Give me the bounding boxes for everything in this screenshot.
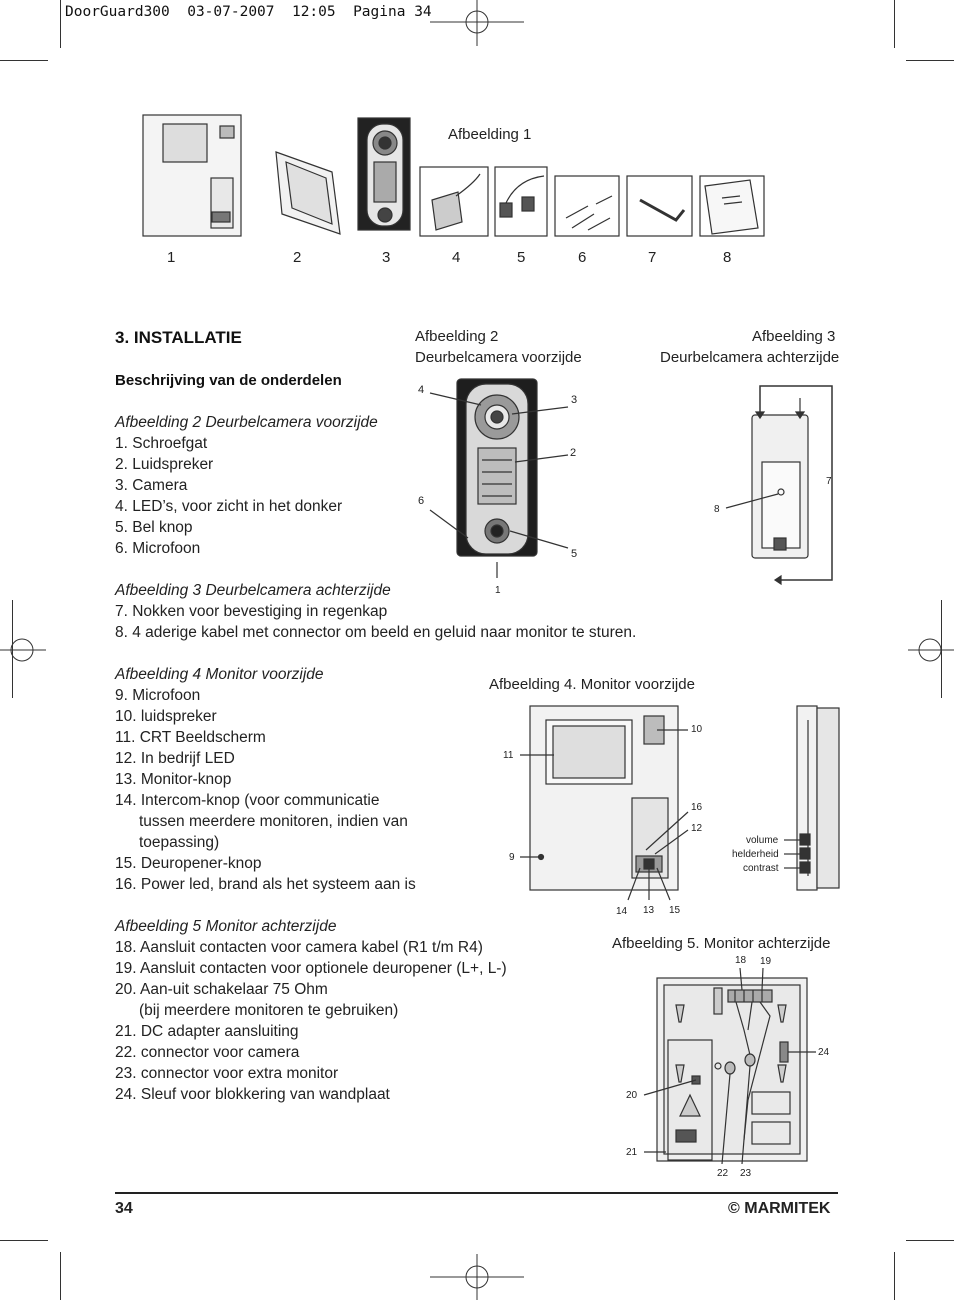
list-item: 19. Aansluit contacten voor optionele deuropener (L+, L-) [115, 960, 507, 977]
figure1-number: 5 [517, 249, 526, 266]
list-item: 21. DC adapter aansluiting [115, 1023, 299, 1040]
footer-divider [115, 1192, 838, 1194]
figure1-number: 1 [167, 249, 176, 266]
figure4-callout: 14 [616, 906, 628, 917]
list-item: 2. Luidspreker [115, 456, 214, 473]
figure1-number: 7 [648, 249, 657, 266]
figure4-side-label-volume: volume [746, 835, 779, 846]
figure2-callout: 4 [418, 384, 425, 396]
figure4-callout: 10 [691, 724, 703, 735]
figure5-title: Afbeelding 5. Monitor achterzijde [612, 935, 831, 952]
list-item: 23. connector voor extra monitor [115, 1065, 339, 1082]
figure4-title: Afbeelding 4. Monitor voorzijde [489, 676, 695, 693]
list-item: 13. Monitor-knop [115, 771, 232, 788]
print-header: DoorGuard300 03-07-2007 12:05 Pagina 34 [65, 4, 432, 20]
figure4-callout: 11 [503, 750, 514, 761]
figure2-title: Afbeelding 2 [415, 328, 499, 345]
figure2-subtitle: Deurbelcamera voorzijde [415, 349, 582, 366]
list-item: 11. CRT Beeldscherm [115, 729, 266, 746]
list-item: 15. Deuropener-knop [115, 855, 262, 872]
page-number: 34 [115, 1200, 133, 1217]
list-item: 4. LED’s, voor zicht in het donker [115, 498, 343, 515]
list-item: 9. Microfoon [115, 687, 201, 704]
list-item: 14. Intercom-knop (voor communicatie [115, 792, 380, 809]
figure3-callout: 7 [826, 476, 832, 487]
list-item: 22. connector voor camera [115, 1044, 300, 1061]
list-item: 20. Aan-uit schakelaar 75 Ohm [115, 981, 328, 998]
list-item: 6. Microfoon [115, 540, 201, 557]
section-title: 3. INSTALLATIE [115, 328, 242, 347]
figure3-callout: 8 [714, 504, 720, 515]
figure2-callout: 1 [495, 585, 501, 596]
figure5-callout: 21 [626, 1147, 638, 1158]
figure3-title: Afbeelding 3 [752, 328, 836, 345]
figure4-callout: 12 [691, 823, 703, 834]
list-item: 8. 4 aderige kabel met connector om beeld en geluid naar monitor te sturen. [115, 624, 637, 641]
figure5-callout: 24 [818, 1047, 830, 1058]
list-heading-figure2: Afbeelding 2 Deurbelcamera voorzijde [115, 414, 378, 431]
figure2-callout: 6 [418, 495, 425, 507]
list-item: 18. Aansluit contacten voor camera kabel (R1 t/m R4) [115, 939, 483, 956]
figure1-number: 2 [293, 249, 302, 266]
figure3-subtitle: Deurbelcamera achterzijde [660, 349, 840, 366]
brand-footer: © MARMITEK [728, 1200, 831, 1217]
list-item: 1. Schroefgat [115, 435, 208, 452]
figure5-callout: 23 [740, 1168, 752, 1179]
figure5-callout: 20 [626, 1090, 638, 1101]
figure2-callout: 2 [570, 447, 577, 459]
list-item: 3. Camera [115, 477, 188, 494]
figure4-callout: 16 [691, 802, 703, 813]
list-item-continuation: tussen meerdere monitoren, indien van [139, 813, 408, 830]
figure1-title: Afbeelding 1 [448, 126, 532, 143]
figure4-callout: 13 [643, 905, 655, 916]
list-item: 24. Sleuf voor blokkering van wandplaat [115, 1086, 390, 1103]
figure4-side-label-contrast: contrast [743, 863, 779, 874]
figure4-callout: 9 [509, 852, 515, 863]
list-item: 16. Power led, brand als het systeem aan is [115, 876, 416, 893]
section-subtitle: Beschrijving van de onderdelen [115, 372, 342, 389]
figure1-number: 8 [723, 249, 732, 266]
figure5-callout: 19 [760, 956, 772, 967]
figure1-number: 3 [382, 249, 391, 266]
parts-description-list [115, 412, 655, 1105]
figure5-callout: 18 [735, 955, 747, 966]
list-item-continuation: toepassing) [139, 834, 220, 851]
list-heading-figure4: Afbeelding 4 Monitor voorzijde [115, 666, 324, 683]
figure2-callout: 5 [571, 548, 578, 560]
figure2-callout: 3 [571, 394, 578, 406]
list-heading-figure5: Afbeelding 5 Monitor achterzijde [115, 918, 337, 935]
list-heading-figure3: Afbeelding 3 Deurbelcamera achterzijde [115, 582, 391, 599]
list-item-continuation: (bij meerdere monitoren te gebruiken) [139, 1002, 399, 1019]
figure1-number: 4 [452, 249, 461, 266]
figure4-callout: 15 [669, 905, 681, 916]
figure5-callout: 22 [717, 1168, 729, 1179]
figure1-number: 6 [578, 249, 587, 266]
list-item: 12. In bedrijf LED [115, 750, 235, 767]
list-item: 7. Nokken voor bevestiging in regenkap [115, 603, 388, 620]
figure4-side-label-helderheid: helderheid [732, 849, 779, 860]
list-item: 10. luidspreker [115, 708, 217, 725]
list-item: 5. Bel knop [115, 519, 193, 536]
